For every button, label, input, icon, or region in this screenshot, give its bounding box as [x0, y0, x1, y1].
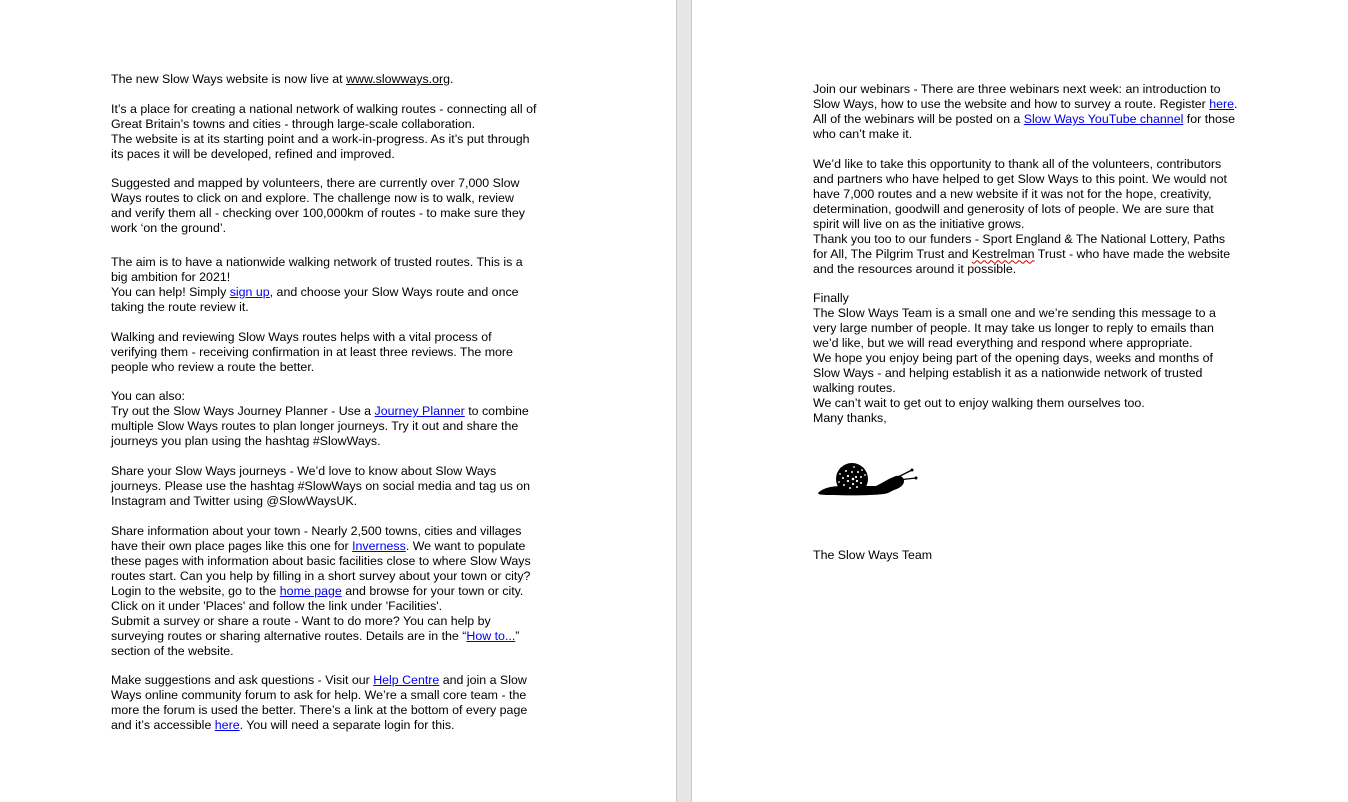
sign-up-link[interactable]: sign up — [229, 285, 270, 300]
home-page-link[interactable]: home page — [279, 583, 342, 598]
paragraph-reviewing: Walking and reviewing Slow Ways routes helps with a vital process of verifying them - receiving confirmation in at least three reviews. The more people who review a route the better. — [111, 329, 513, 374]
paragraph-share-town: Share information about your town - Nearly 2,500 towns, cities and villages have their own place pages like this one for Inverness. We want to populate these pages with information about basic facilities close to where Slow Ways routes start. Can you help by filling in a short survey about your town or city? Login to the website, go to the home page and browse for your town or city. Click on it under 'Places' and follow the link under 'Facilities'. Submit a survey or share a route - Want to do more? You can help by surveying routes or sharing alternative routes. Details are in the “How to...” section of the website. — [111, 523, 531, 658]
paragraph-volunteers: Suggested and mapped by volunteers, there are currently over 7,000 Slow Ways routes to click on and explore. The challenge now is to walk, review and verify them all - checking over 100,000km of routes - to make sure they work ‘on the ground’. — [111, 176, 525, 236]
paragraph-share-journeys: Share your Slow Ways journeys - We’d love to know about Slow Ways journeys. Please use the hashtag #SlowWays on social media and tag us on Instagram and Twitter using @SlowWaysUK. — [111, 463, 531, 508]
paragraph-aim: The aim is to have a nationwide walking network of trusted routes. This is a big ambition for 2021! You can help! Simply sign up, and choose your Slow Ways route and once taking the route review it. — [111, 255, 523, 315]
how-to-link[interactable]: How to... — [466, 628, 516, 643]
left-column — [111, 72, 563, 733]
snail-logo-icon — [814, 460, 918, 500]
paragraph-finally: Finally The Slow Ways Team is a small one and we’re sending this message to a very large number of people. It may take us longer to reply to emails than we’d like, but we will read everything and respond where appropriate. We hope you enjoy being part of the opening days, weeks and months of Slow Ways - and helping establish it as a nationwide network of trusted walking routes. We can’t wait to get out to enjoy walking them ourselves too. Many thanks, — [813, 291, 1216, 426]
paragraph-thanks: We’d like to take this opportunity to thank all of the volunteers, contributors and partners who have helped to get Slow Ways to this point. We would not have 7,000 routes and a new website if it was not for the hope, creativity, determination, goodwill and generosity of lots of people. We are sure that spirit will live on as the initiative grows. Thank you too to our funders - Sport England & The National Lottery, Paths for All, The Pilgrim Trust and Kestrelman Trust - who have made the website and the resources around it possible. — [813, 156, 1231, 276]
right-column — [813, 82, 1263, 563]
document-page-right — [692, 0, 1348, 802]
paragraph-also: You can also: Try out the Slow Ways Journey Planner - Use a Journey Planner to combine multiple Slow Ways routes to plan longer journeys. Try it out and share the journeys you plan using the hashtag #SlowWays. — [111, 389, 529, 449]
website-link[interactable]: www.slowways.org — [346, 72, 451, 86]
page-gutter — [676, 0, 692, 802]
intro-line: The new Slow Ways website is now live at www.slowways.org. — [111, 72, 454, 86]
spellcheck-word[interactable]: Kestrelman — [971, 246, 1035, 261]
paragraph-suggestions: Make suggestions and ask questions - Visit our Help Centre and join a Slow Ways online community forum to ask for help. We’re a small core team - the more the forum is used the better. There’s a link at the bottom of every page and it’s accessible here. You will need a separate login for this. — [111, 673, 528, 733]
inverness-link[interactable]: Inverness — [352, 538, 406, 553]
register-here-link[interactable]: here — [1209, 97, 1235, 111]
help-centre-link[interactable]: Help Centre — [373, 673, 440, 688]
signature-line: The Slow Ways Team — [813, 548, 933, 563]
forum-here-link[interactable]: here — [214, 718, 240, 733]
paragraph-about: It’s a place for creating a national network of walking routes - connecting all of Great Britain’s towns and cities - through large-scale collaboration. The website is at its starting point and a work-in-progress. As it’s put through its paces it will be developed, refined and improved. — [111, 101, 537, 161]
paragraph-webinars: Join our webinars - There are three webinars next week: an introduction to Slow Ways, how to use the website and how to survey a route. Register here. All of the webinars will be posted on a Slow Ways YouTube channel for those who can’t make it. — [813, 82, 1238, 141]
journey-planner-link[interactable]: Journey Planner — [374, 404, 465, 419]
youtube-channel-link[interactable]: Slow Ways YouTube channel — [1023, 112, 1184, 126]
